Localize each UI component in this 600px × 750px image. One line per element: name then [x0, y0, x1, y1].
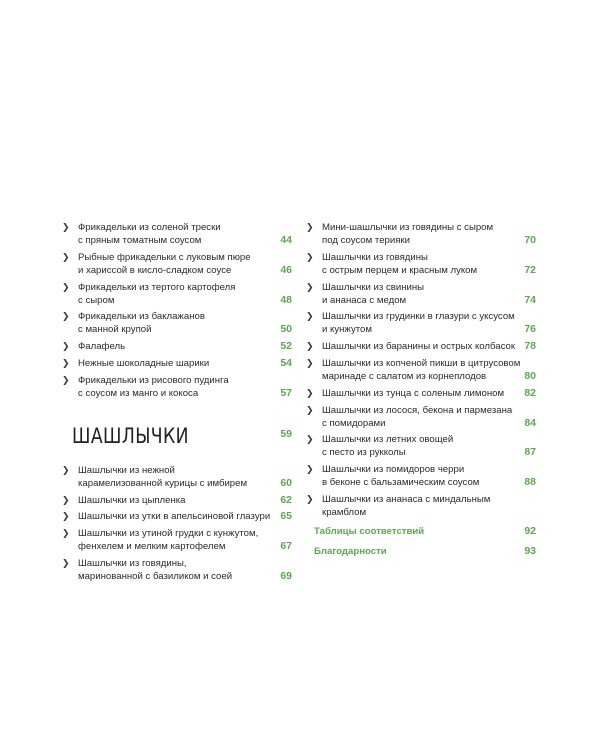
- toc-bold-entry-label: Благодарности: [314, 545, 387, 557]
- chevron-right-icon: ❯: [306, 311, 314, 322]
- toc-entry-title-line: Шашлычки из говядины: [322, 251, 428, 263]
- toc-entry-title-line: в беконе с бальзамическим соусом: [322, 477, 480, 489]
- toc-entry: [306, 404, 536, 430]
- toc-entry: [62, 340, 292, 353]
- toc-entry-page-number: 46: [280, 263, 292, 276]
- chevron-right-icon: ❯: [62, 251, 70, 262]
- toc-entry-title-line: с песто из рукколы: [322, 447, 406, 459]
- toc-entry-page-number: 48: [280, 293, 292, 306]
- chevron-right-icon: ❯: [62, 464, 70, 475]
- toc-entry-title-line: Фрикадельки из соленой трески: [78, 222, 221, 233]
- toc-entry-title-line: Шашлычки из тунца с соленым лимоном: [322, 387, 505, 399]
- chevron-right-icon: ❯: [306, 341, 314, 352]
- toc-entry: [62, 510, 292, 523]
- toc-entry-page-number: 65: [280, 510, 292, 523]
- toc-entry-title-line: Шашлычки из говядины,: [78, 557, 187, 569]
- chevron-right-icon: ❯: [306, 434, 314, 445]
- toc-entry: [306, 463, 536, 489]
- chevron-right-icon: ❯: [306, 404, 314, 415]
- toc-entry-page-number: 62: [280, 493, 292, 506]
- toc-entry-title-line: Мини-шашлычки из говядины с сыром: [322, 222, 494, 233]
- chevron-right-icon: ❯: [62, 311, 70, 322]
- toc-entry-title-line: Шашлычки из утки в апельсиновой глазури: [78, 511, 271, 523]
- toc-entry: [62, 221, 292, 247]
- chevron-right-icon: ❯: [306, 493, 314, 504]
- toc-entry: [62, 374, 292, 400]
- toc-entry-title-line: Фалафель: [78, 341, 126, 353]
- chevron-right-icon: ❯: [62, 222, 70, 232]
- toc-entry-title-line: и кунжутом: [322, 324, 372, 336]
- toc-entry-page-number: 57: [280, 386, 292, 399]
- toc-entry: [306, 340, 536, 353]
- toc-right-column: [306, 221, 536, 565]
- toc-bold-entry: [306, 545, 536, 558]
- chevron-right-icon: ❯: [306, 464, 314, 475]
- toc-entry-title-line: крамблом: [322, 506, 367, 518]
- toc-entry: [62, 310, 292, 336]
- toc-entry-title-line: Нежные шоколадные шарики: [78, 357, 210, 369]
- toc-left-entries-top: [62, 221, 292, 400]
- toc-entry: [62, 251, 292, 277]
- toc-entry: [62, 527, 292, 553]
- toc-entry-title-line: Шашлычки из свинины: [322, 281, 425, 293]
- toc-bold-entry-page-number: 92: [524, 524, 536, 537]
- toc-entry: [306, 281, 536, 307]
- toc-entry-title-line: маринаде с салатом из корнеплодов: [322, 370, 487, 382]
- toc-entry-title-line: и ананаса с медом: [322, 294, 407, 306]
- toc-entry-page-number: 84: [524, 416, 536, 429]
- toc-entry: [306, 387, 536, 400]
- toc-entry-title-line: Шашлычки из лосося, бекона и пармезана: [322, 404, 513, 416]
- chevron-right-icon: ❯: [306, 222, 314, 232]
- toc-entry-title-line: с манной крупой: [78, 324, 152, 336]
- toc-entry: [62, 494, 292, 507]
- section-title: ШАШЛЫЧКИ: [72, 423, 189, 448]
- toc-entry-title-line: маринованной с базиликом и соей: [78, 570, 233, 582]
- chevron-right-icon: ❯: [306, 251, 314, 262]
- section-page-number: 59: [280, 427, 292, 440]
- toc-entry-page-number: 80: [524, 369, 536, 382]
- toc-left-column: [62, 221, 292, 587]
- toc-entry-page-number: 67: [280, 540, 292, 553]
- toc-right-bold-entries: [306, 525, 536, 558]
- toc-entry: [306, 493, 536, 519]
- toc-entry-page-number: 70: [524, 234, 536, 246]
- chevron-right-icon: ❯: [306, 357, 314, 368]
- chevron-right-icon: ❯: [306, 281, 314, 292]
- toc-entry-title-line: Шашлычки из помидоров черри: [322, 464, 465, 476]
- toc-entry-page-number: 50: [280, 323, 292, 336]
- chevron-right-icon: ❯: [62, 281, 70, 292]
- chevron-right-icon: ❯: [62, 511, 70, 522]
- toc-entry-page-number: 82: [524, 386, 536, 399]
- toc-entry-title-line: Шашлычки из цыпленка: [78, 494, 186, 506]
- toc-entry-title-line: карамелизованной курицы с имбирем: [78, 477, 248, 489]
- toc-entry-title-line: Фрикадельки из рисового пудинга: [78, 374, 229, 386]
- toc-entry-title-line: с соусом из манго и кокоса: [78, 387, 199, 399]
- toc-entry-page-number: 78: [524, 340, 536, 353]
- toc-entry-page-number: 87: [524, 446, 536, 459]
- toc-entry: [306, 221, 536, 247]
- toc-entry-title-line: с острым перцем и красным луком: [322, 264, 478, 276]
- toc-entry: [62, 357, 292, 370]
- toc-bold-entry-label: Таблицы соответствий: [314, 525, 425, 537]
- chevron-right-icon: ❯: [62, 341, 70, 352]
- toc-entry-page-number: 44: [280, 234, 292, 246]
- toc-entry-title-line: Шашлычки из баранины и острых колбасок: [322, 341, 516, 353]
- toc-entry-title-line: под соусом терияки: [322, 235, 410, 246]
- toc-entry: [306, 357, 536, 383]
- toc-right-entries: [306, 221, 536, 519]
- chevron-right-icon: ❯: [62, 557, 70, 568]
- toc-entry-title-line: с пряным томатным соусом: [78, 235, 202, 246]
- toc-entry-page-number: 69: [280, 569, 292, 582]
- chevron-right-icon: ❯: [62, 374, 70, 385]
- toc-bold-entry-page-number: 93: [524, 544, 536, 557]
- toc-entry-page-number: 60: [280, 476, 292, 489]
- toc-entry-title-line: Шашлычки из нежной: [78, 464, 175, 476]
- toc-entry-page-number: 72: [524, 263, 536, 276]
- toc-entry-title-line: Шашлычки из грудинки в глазури с уксусом: [322, 311, 515, 323]
- toc-entry: [306, 251, 536, 277]
- toc-left-entries-bottom: [62, 464, 292, 583]
- toc-entry-title-line: Шашлычки из копченой пикши в цитрусовом: [322, 357, 521, 369]
- toc-entry-page-number: 54: [280, 356, 292, 369]
- toc-entry-title-line: и хариссой в кисло-сладком соусе: [78, 264, 232, 276]
- toc-entry: [62, 281, 292, 307]
- toc-entry-title-line: Фрикадельки из тертого картофеля: [78, 281, 236, 293]
- toc-entry: [62, 464, 292, 490]
- toc-entry: [62, 557, 292, 583]
- toc-entry-page-number: 88: [524, 476, 536, 489]
- toc-entry-page-number: 76: [524, 323, 536, 336]
- toc-entry-page-number: 52: [280, 340, 292, 353]
- toc-entry-title-line: Фрикадельки из баклажанов: [78, 311, 205, 323]
- chevron-right-icon: ❯: [62, 528, 70, 539]
- chevron-right-icon: ❯: [306, 387, 314, 398]
- toc-bold-entry: [306, 525, 536, 538]
- toc-entry-title-line: Шашлычки из утиной грудки с кунжутом,: [78, 528, 259, 540]
- toc-entry: [306, 310, 536, 336]
- toc-entry-title-line: с сыром: [78, 294, 115, 306]
- toc-entry-title-line: Шашлычки из летних овощей: [322, 434, 454, 446]
- toc-entry-page-number: 74: [524, 293, 536, 306]
- toc-section-header: [62, 424, 292, 458]
- toc-entry-title-line: Шашлычки из ананаса с миндальным: [322, 493, 491, 505]
- chevron-right-icon: ❯: [62, 357, 70, 368]
- toc-entry-title-line: Рыбные фрикадельки с луковым пюре: [78, 251, 251, 263]
- chevron-right-icon: ❯: [62, 494, 70, 505]
- toc-entry-title-line: фенхелем и мелким картофелем: [78, 541, 226, 553]
- toc-entry: [306, 433, 536, 459]
- toc-entry-title-line: с помидорами: [322, 417, 386, 429]
